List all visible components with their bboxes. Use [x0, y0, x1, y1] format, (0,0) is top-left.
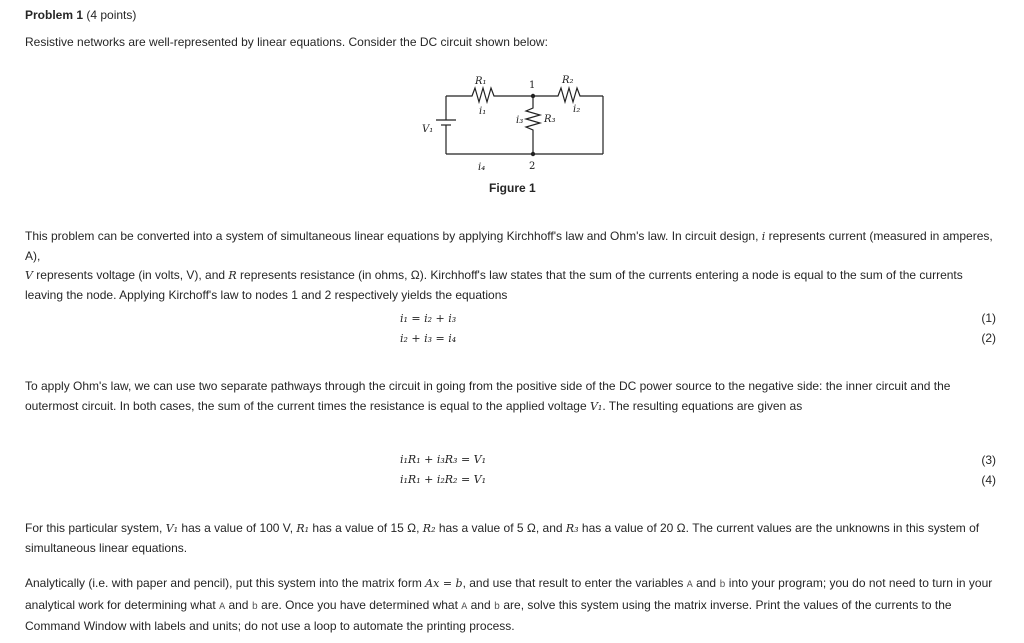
para2-text-2: represents current (measured in amperes, A), — [25, 229, 993, 263]
symbol-r: R — [228, 269, 237, 282]
label-r2: R₂ — [562, 75, 574, 86]
para5-text-8: are, solve this system using the matrix inverse. Print the values of the currents to the Command Window with labels and units; do not use a loop to automate the printing process. — [25, 597, 952, 633]
para4-text-5: has a value of 20 Ω. The current values are the unknowns in this system of simultaneous linear equations. — [25, 521, 980, 555]
equation-2-number: (2) — [981, 331, 996, 345]
value-r3-symbol: R₃ — [565, 522, 579, 535]
para4-text-2: has a value of 100 V, — [178, 521, 297, 535]
equation-1-number: (1) — [981, 311, 996, 325]
label-i1: i₁ — [479, 106, 487, 117]
var-a-3: A — [461, 601, 468, 613]
resistor-r2 — [533, 88, 603, 102]
node-1-dot — [531, 94, 535, 98]
figure-caption: Figure 1 — [489, 181, 536, 195]
symbol-v: V — [25, 269, 33, 282]
para5-text-1: Analytically (i.e. with paper and pencil), put this system into the matrix form — [25, 576, 426, 590]
symbol-i: i — [761, 230, 766, 243]
matrix-form: Ax = b — [425, 577, 463, 590]
para4-text-4: has a value of 5 Ω, and — [435, 521, 566, 535]
equation-3-number: (3) — [981, 453, 996, 467]
equation-4: i₁R₁ + i₂R₂ = V₁ — [400, 473, 487, 486]
label-node2: 2 — [529, 161, 536, 172]
var-b-1: b — [719, 580, 726, 591]
paragraph-ohms-law — [25, 377, 1000, 416]
label-i2: i₂ — [573, 104, 581, 115]
para5-text-6: are. Once you have determined what — [257, 597, 462, 612]
equation-3: i₁R₁ + i₃R₃ = V₁ — [400, 453, 487, 466]
para4-text-3: has a value of 15 Ω, — [309, 521, 423, 535]
equation-2: i₂ + i₃ = i₄ — [400, 332, 457, 345]
label-node1: 1 — [529, 80, 536, 91]
para2-text-3: represents voltage (in volts, V), and — [32, 268, 229, 282]
para5-text-7: and — [467, 597, 494, 612]
paragraph-instructions — [25, 574, 1000, 637]
var-b-2: b — [251, 601, 258, 613]
problem-title-bold: Problem 1 — [25, 8, 84, 22]
para2-text-4: represents resistance (in ohms, Ω). Kirchhoff's law states that the sum of the currents entering a node is equal to the sum of the currents leaving the node. Applying Kirchoff's law to nodes 1 and 2 respectively yields the equations — [25, 268, 963, 302]
var-b-3: b — [494, 601, 501, 613]
label-r1: R₁ — [475, 76, 487, 87]
para3-text-1: To apply Ohm's law, we can use two separate pathways through the circuit in going from the positive side of the DC power source to the negative side: the inner circuit and the outermost circuit. In both cases, the sum of the current times the resistance is equal to the applied voltage — [25, 379, 951, 413]
label-i3: i₃ — [516, 115, 524, 126]
problem-title — [25, 6, 1000, 26]
var-a-1: A — [686, 580, 693, 591]
para5-text-3: and — [692, 576, 720, 590]
intro-text: Resistive networks are well-represented by linear equations. Consider the DC circuit shown below: — [25, 35, 548, 49]
para4-text-1: For this particular system, — [25, 521, 166, 535]
label-i4: i₄ — [478, 162, 486, 173]
value-r2-symbol: R₂ — [422, 522, 436, 535]
symbol-v1: V₁ — [589, 399, 603, 413]
para5-text-5: and — [225, 597, 252, 612]
value-v1-symbol: V₁ — [165, 522, 179, 535]
problem-points: (4 points) — [83, 8, 137, 22]
para5-text-4: into your program; you do not need to turn in your analytical work for determining what — [25, 576, 993, 612]
paragraph-values — [25, 519, 1000, 558]
value-r1-symbol: R₁ — [296, 522, 310, 535]
para2-text-1: This problem can be converted into a system of simultaneous linear equations by applying Kirchhoff's law and Ohm's law. In circuit design, — [25, 229, 762, 243]
var-a-2: A — [219, 601, 226, 613]
para3-text-2: . The resulting equations are given as — [602, 398, 803, 413]
para5-text-2: , and use that result to enter the variables — [462, 576, 687, 590]
equation-4-number: (4) — [981, 473, 996, 487]
equation-1: i₁ = i₂ + i₃ — [400, 312, 457, 325]
circuit-diagram — [408, 70, 618, 174]
label-r3: R₃ — [544, 114, 556, 125]
node-2-dot — [531, 152, 535, 156]
paragraph-laws — [25, 227, 1000, 305]
label-v1: V₁ — [422, 124, 434, 135]
resistor-r3 — [526, 96, 540, 154]
resistor-r1 — [446, 88, 533, 102]
